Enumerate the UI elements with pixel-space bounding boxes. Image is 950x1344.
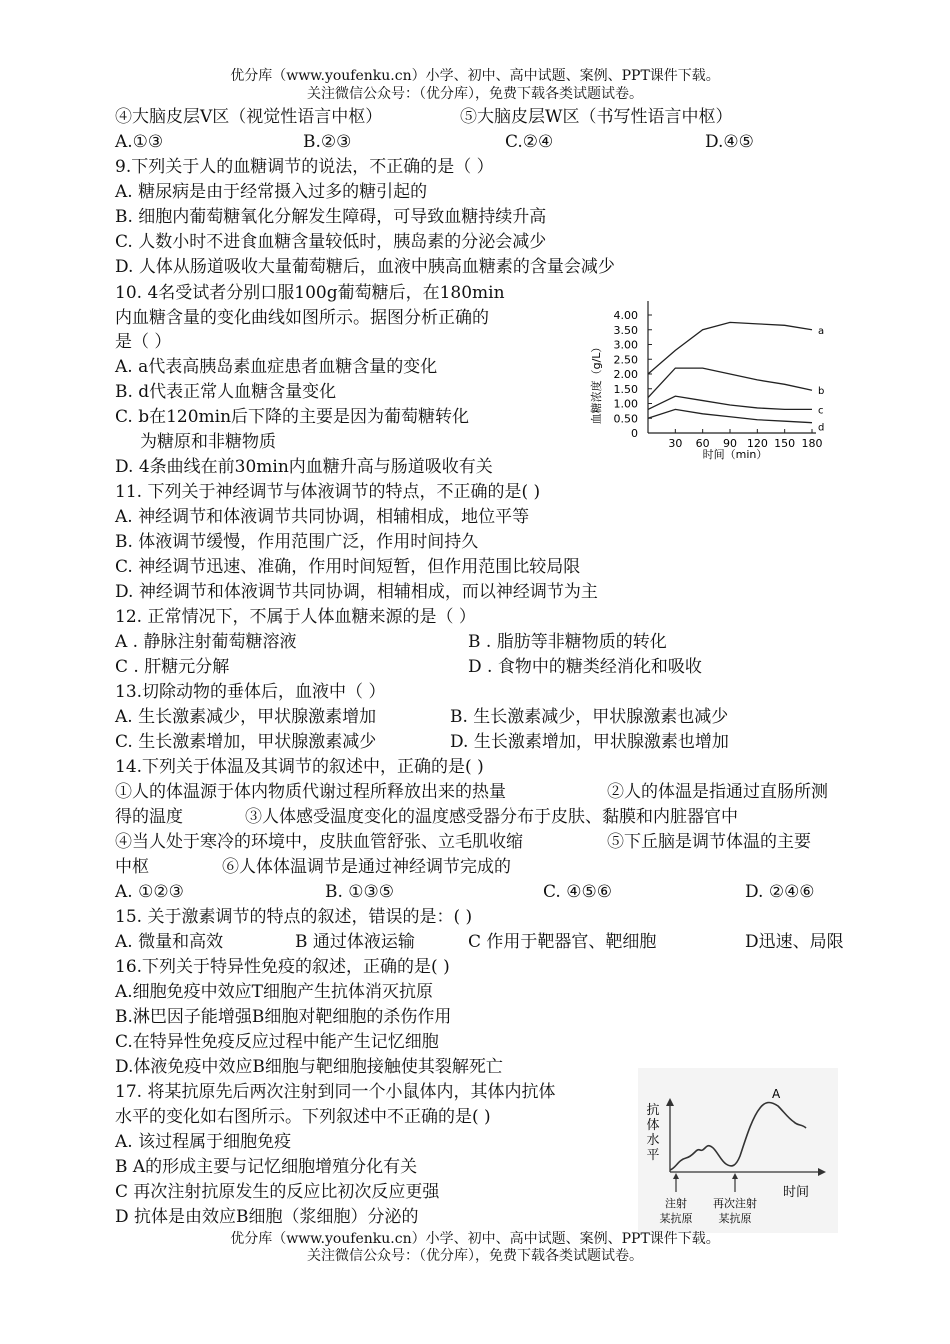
svg-text:抗体水平 <box>646 1102 659 1163</box>
q8-choice-d: D.④⑤ <box>705 132 754 152</box>
q15-stem: 15. 关于激素调节的特点的叙述，错误的是：( ) <box>115 907 473 927</box>
chart1-xtick-label: 90 <box>723 437 737 450</box>
chart1-series-label-a: a <box>818 325 825 337</box>
chart2-ylabel-char: 平 <box>646 1148 660 1163</box>
q8-choice-c: C.②④ <box>505 132 554 152</box>
q13-stem: 13.切除动物的垂体后，血液中（ ） <box>115 682 386 702</box>
q14-statement-1: ①人的体温源于体内物质代谢过程所释放出来的热量 <box>115 782 506 802</box>
chart1-series-label-b: b <box>818 386 825 398</box>
q17-choice-b: B A的形成主要与记忆细胞增殖分化有关 <box>115 1157 418 1177</box>
chart1-ytick-label: 1.50 <box>613 382 638 396</box>
chart1-xlabel: 时间（min） <box>702 448 768 461</box>
chart1-ytick-label: 3.50 <box>613 323 638 337</box>
q11-choice-b: B. 体液调节缓慢，作用范围广泛，作用时间持久 <box>115 532 479 552</box>
q16-choice-b: B.淋巴因子能增强B细胞对靶细胞的杀伤作用 <box>115 1007 452 1027</box>
q12-choice-c: C . 肝糖元分解 <box>115 657 230 677</box>
header-line-2: 关注微信公众号：（优分库），免费下载各类试题试卷。 <box>307 86 643 102</box>
chart1-ytick-label: 2.00 <box>613 368 638 381</box>
q10-choice-d: D. 4条曲线在前30min内血糖升高与肠道吸收有关 <box>115 457 493 477</box>
q12-choice-b: B . 脂肪等非糖物质的转化 <box>468 632 667 652</box>
chart2-marker1-l1: 注射 <box>665 1197 687 1210</box>
chart2-ylabel-char: 抗 <box>646 1103 660 1118</box>
chart1-ytick-label: 2.50 <box>613 353 638 367</box>
chart1-ytick-label: 0.50 <box>613 412 638 426</box>
q8-choice-a: A.①③ <box>115 132 164 152</box>
chart2-marker2-l1: 再次注射 <box>713 1197 757 1210</box>
header-line-1: 优分库（www.youfenku.cn）小学、初中、高中试题、案例、PPT课件下载。 <box>230 68 720 84</box>
q10-choice-b: B. d代表正常人血糖含量变化 <box>115 382 337 402</box>
footer-line-1: 优分库（www.youfenku.cn）小学、初中、高中试题、案例、PPT课件下载。 <box>230 1231 720 1247</box>
chart1-ytick-label: 0 <box>631 427 638 440</box>
chart2-marker2-l2: 某抗原 <box>718 1212 752 1225</box>
q13-choice-d: D. 生长激素增加，甲状腺激素也增加 <box>450 732 729 752</box>
chart2-ylabel <box>646 1102 659 1163</box>
chart1-series-d <box>648 409 812 422</box>
q14-choice-a: A. ①②③ <box>115 882 184 902</box>
footer-line-2: 关注微信公众号：（优分库），免费下载各类试题试卷。 <box>307 1248 643 1264</box>
q14-statement-2-cont: 得的温度 <box>115 807 183 827</box>
chart1-xtick-label: 120 <box>746 437 768 450</box>
q17-stem-2: 水平的变化如右图所示。下列叙述中不正确的是( ) <box>115 1107 491 1127</box>
antibody-level-chart <box>638 1068 838 1233</box>
q8-option-4: ④大脑皮层V区（视觉性语言中枢） <box>115 107 383 127</box>
q11-stem: 11. 下列关于神经调节与体液调节的特点，不正确的是( ) <box>115 482 541 502</box>
chart1-ytick-label: 4.00 <box>613 309 638 322</box>
q11-choice-c: C. 神经调节迅速、准确，作用时间短暂，但作用范围比较局限 <box>115 557 581 577</box>
q9-choice-d: D. 人体从肠道吸收大量葡萄糖后，血液中胰高血糖素的含量会减少 <box>115 257 615 277</box>
q15-choice-a: A. 微量和高效 <box>115 932 224 952</box>
q13-choice-c: C. 生长激素增加，甲状腺激素减少 <box>115 732 377 752</box>
q16-stem: 16.下列关于特异性免疫的叙述，正确的是( ) <box>115 957 450 977</box>
q17-choice-a: A. 该过程属于细胞免疫 <box>115 1132 292 1152</box>
q15-choice-c: C 作用于靶器官、靶细胞 <box>468 932 657 952</box>
chart1-series-c <box>648 396 812 409</box>
q9-stem: 9.下列关于人的血糖调节的说法，不正确的是（ ） <box>115 157 494 177</box>
chart1-ylabel: 血糖浓度（g/L） <box>590 341 603 425</box>
q16-choice-c: C.在特异性免疫反应过程中能产生记忆细胞 <box>115 1032 439 1052</box>
q14-statement-2: ②人的体温是指通过直肠所测 <box>607 782 828 802</box>
blood-glucose-chart <box>580 293 830 468</box>
q10-stem-2: 内血糖含量的变化曲线如图所示。据图分析正确的 <box>115 308 489 328</box>
q17-choice-d: D 抗体是由效应B细胞（浆细胞）分泌的 <box>115 1207 419 1227</box>
chart1-series-label-d: d <box>818 422 825 434</box>
q14-statement-4: ④当人处于寒冷的环境中，皮肤血管舒张、立毛肌收缩 <box>115 832 523 852</box>
q14-stem: 14.下列关于体温及其调节的叙述中，正确的是( ) <box>115 757 484 777</box>
q12-stem: 12. 正常情况下，不属于人体血糖来源的是（ ） <box>115 607 476 627</box>
q15-choice-b: B 通过体液运输 <box>295 932 415 952</box>
q10-stem-1: 10. 4名受试者分别口服100g葡萄糖后，在180min <box>115 283 505 303</box>
q16-choice-a: A.细胞免疫中效应T细胞产生抗体消灭抗原 <box>115 982 434 1002</box>
q14-choice-b: B. ①③⑤ <box>325 882 395 902</box>
chart1-series-b <box>648 368 812 398</box>
q9-choice-a: A. 糖尿病是由于经常摄入过多的糖引起的 <box>115 182 428 202</box>
q10-choice-a: A. a代表高胰岛素血症患者血糖含量的变化 <box>115 357 438 377</box>
chart1-xtick-label: 60 <box>695 437 710 450</box>
chart2-xlabel: 时间 <box>783 1185 810 1200</box>
q10-choice-c-line2: 为糖原和非糖物质 <box>140 432 276 452</box>
chart1-xtick-label: 150 <box>774 437 796 450</box>
q10-choice-c-line1: C. b在120min后下降的主要是因为葡萄糖转化 <box>115 407 470 427</box>
q12-choice-d: D . 食物中的糖类经消化和吸收 <box>468 657 702 677</box>
q17-choice-c: C 再次注射抗原发生的反应比初次反应更强 <box>115 1182 440 1202</box>
q13-choice-a: A. 生长激素减少，甲状腺激素增加 <box>115 707 377 727</box>
chart1-series-label-c: c <box>818 405 824 417</box>
q14-statement-3: ③人体感受温度变化的温度感受器分布于皮肤、黏膜和内脏器官中 <box>245 807 738 827</box>
q9-choice-c: C. 人数小时不进食血糖含量较低时，胰岛素的分泌会减少 <box>115 232 547 252</box>
q11-choice-a: A. 神经调节和体液调节共同协调，相辅相成，地位平等 <box>115 507 530 527</box>
q8-choice-b: B.②③ <box>303 132 352 152</box>
q14-choice-d: D. ②④⑥ <box>745 882 815 902</box>
chart1-ytick-label: 1.00 <box>613 397 638 411</box>
chart2-ylabel-char: 水 <box>646 1133 660 1148</box>
chart1-xtick-label: 180 <box>801 437 823 450</box>
q14-statement-5: ⑤下丘脑是调节体温的主要 <box>607 832 811 852</box>
chart2-marker1-l2: 某抗原 <box>659 1212 693 1225</box>
q12-choice-a: A . 静脉注射葡萄糖溶液 <box>115 632 297 652</box>
q14-choice-c: C. ④⑤⑥ <box>543 882 612 902</box>
q14-statement-6: ⑥人体体温调节是通过神经调节完成的 <box>222 857 511 877</box>
chart2-ylabel-char: 体 <box>646 1118 660 1133</box>
chart1-xtick-label: 30 <box>668 437 683 450</box>
q17-stem-1: 17. 将某抗原先后两次注射到同一个小鼠体内，其体内抗体 <box>115 1082 556 1102</box>
q9-choice-b: B. 细胞内葡萄糖氧化分解发生障碍，可导致血糖持续升高 <box>115 207 547 227</box>
q8-option-5: ⑤大脑皮层W区（书写性语言中枢） <box>460 107 733 127</box>
chart1-series-a <box>648 322 812 374</box>
q15-choice-d: D迅速、局限 <box>745 932 844 952</box>
q11-choice-d: D. 神经调节和体液调节共同协调，相辅相成，而以神经调节为主 <box>115 582 598 602</box>
chart2-peak-label: A <box>772 1087 781 1101</box>
q13-choice-b: B. 生长激素减少，甲状腺激素也减少 <box>450 707 729 727</box>
q16-choice-d: D.体液免疫中效应B细胞与靶细胞接触使其裂解死亡 <box>115 1057 503 1077</box>
q10-stem-3: 是（ ） <box>115 332 172 352</box>
q14-statement-5-cont: 中枢 <box>115 857 149 877</box>
chart1-ytick-label: 3.00 <box>613 338 638 352</box>
